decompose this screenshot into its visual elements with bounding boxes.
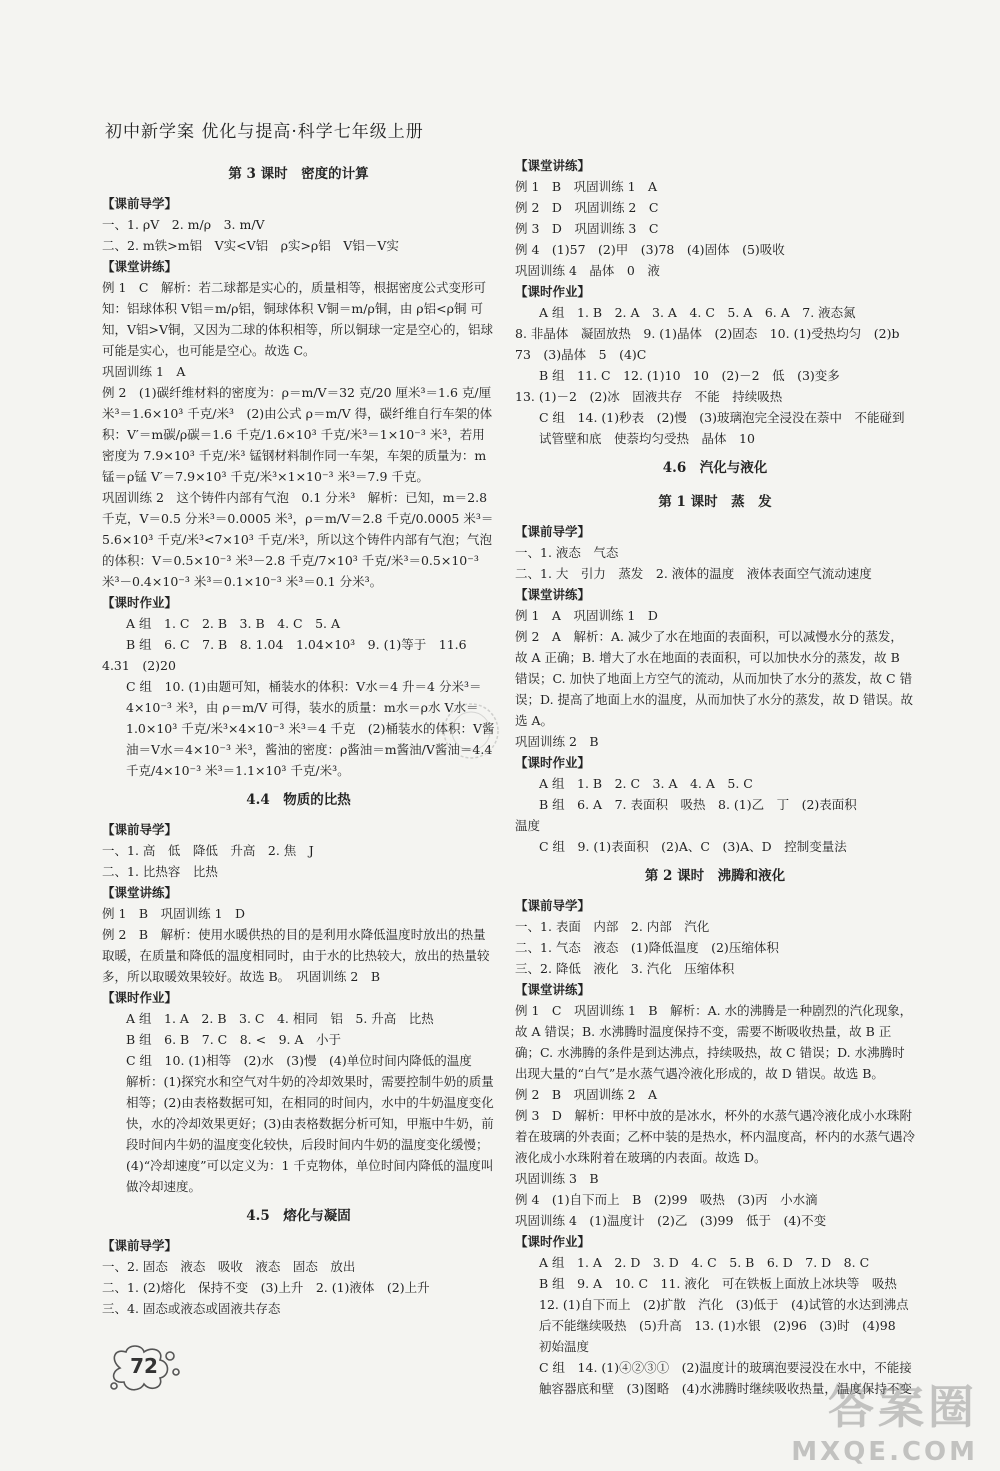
library-stamp bbox=[440, 700, 502, 762]
left-text-block-19: 例 1 B 巩固训练 1 D bbox=[102, 906, 246, 921]
watermark-text-bottom: MXQE.COM bbox=[791, 1437, 978, 1467]
left-text-block-2: 一、1. ρV 2. m/ρ 3. m/V bbox=[102, 217, 265, 232]
right-text-block-7: A 组 1. B 2. A 3. A 4. C 5. A 6. A 7. 液态氮 bbox=[539, 305, 856, 320]
right-text-block-13: 第 1 课时 蒸 发 bbox=[658, 494, 772, 510]
right-text-block-12: 4.6 汽化与液化 bbox=[662, 460, 768, 476]
right-text-block-14: 【课前导学】 bbox=[515, 524, 591, 539]
right-text-block-38: 【课时作业】 bbox=[515, 1234, 591, 1249]
right-text-block-39: A 组 1. A 2. D 3. D 4. C 5. B 6. D 7. D 8. C bbox=[539, 1255, 870, 1270]
book-header: 初中新学案 优化与提高·科学七年级上册 bbox=[105, 122, 424, 142]
right-text-block-26: 第 2 课时 沸腾和液化 bbox=[644, 868, 786, 884]
right-text-block-9: B 组 11. C 12. (1)10 10 (2)－2 低 (3)变多 bbox=[539, 368, 840, 383]
left-text-block-3: 二、2. m铁>m铝 V实<V铝 ρ实>ρ铝 V铝－V实 bbox=[102, 238, 399, 253]
left-text-block-10: A 组 1. C 2. B 3. B 4. C 5. A bbox=[126, 616, 341, 631]
right-text-block-16: 二、1. 大 引力 蒸发 2. 液体的温度 液体表面空气流动速度 bbox=[515, 566, 872, 581]
left-text-block-12: 4.31 (2)20 bbox=[102, 658, 176, 673]
right-text-block-18: 例 1 A 巩固训练 1 D bbox=[515, 608, 658, 623]
right-text-block-3: 例 3 D 巩固训练 3 C bbox=[515, 221, 659, 236]
left-text-block-20: 例 2 B 解析：使用水暖供热的目的是利用水降低温度时放出的热量取暖，在质量和降低的温度相同时，由于水的比热较大，放出的热量较多，所以取暖效果较好。故选 B。 巩固训练 2 B bbox=[102, 927, 490, 984]
left-text-block-25: 4.5 熔化与凝固 bbox=[246, 1208, 351, 1224]
left-text-block-28: 二、1. (2)熔化 保持不变 (3)上升 2. (1)液体 (2)上升 bbox=[102, 1280, 430, 1295]
right-text-block-4: 例 4 (1)57 (2)甲 (3)78 (4)固体 (5)吸收 bbox=[515, 242, 785, 257]
right-text-block-40: B 组 9. A 10. C 11. 液化 可在铁板上面放上冰块等 吸热 12. (1)自下而上 (2)扩散 汽化 (3)低于 (4)试管的水达到沸点后不能继续吸热 (5)升高 13. (1)水银 (2)96 (3)时 (4)98 初始温度 bbox=[539, 1276, 910, 1354]
right-text-block-5: 巩固训练 4 晶体 0 液 bbox=[515, 263, 660, 278]
left-text-block-16: 一、1. 高 低 降低 升高 2. 焦 J bbox=[102, 843, 314, 858]
left-text-block-18: 【课堂讲练】 bbox=[102, 885, 178, 900]
left-text-block-29: 三、4. 固态或液态或固液共存态 bbox=[102, 1301, 281, 1316]
left-text-block-15: 【课前导学】 bbox=[102, 822, 178, 837]
right-text-block-24: 温度 bbox=[515, 818, 541, 833]
left-text-block-6: 巩固训练 1 A bbox=[102, 364, 186, 379]
right-text-block-32: 例 1 C 巩固训练 1 B 解析：A. 水的沸腾是一种剧烈的汽化现象，故 A 错误；B. 水沸腾时温度保持不变，需要不断吸收热量，故 B 正确；C. 水沸腾的条件是到达沸点，持续吸热，故 C 错误；D. 水沸腾时出现大量的“白气”是水蒸气遇冷液化形成的，故 D 错误。故选 B。 bbox=[515, 1003, 913, 1081]
right-text-block-6: 【课时作业】 bbox=[515, 284, 591, 299]
right-text-block-36: 例 4 (1)自下而上 B (2)99 吸热 (3)丙 小水滴 bbox=[515, 1192, 818, 1207]
left-text-block-24: C 组 10. (1)相等 (2)水 (3)慢 (4)单位时间内降低的温度 解析：(1)探究水和空气对牛奶的冷却效果时，需要控制牛奶的质量相等；(2)由表格数据可知，在相同的时间内，水中的牛奶温度变化快，水的冷却效果更好；(3)由表格数据分析可知，甲瓶中牛奶，前段时间内牛奶的温度变化较快，后段时间内牛奶的温度变化缓慢；(4)“冷却速度”可以定义为：1 千克物体，单位时间内降低的温度叫做冷却速度。 bbox=[126, 1053, 494, 1194]
right-text-block-34: 例 3 D 解析：甲杯中放的是冰水，杯外的水蒸气遇冷液化成小水珠附着在玻璃的外表面；乙杯中装的是热水，杯内温度高，杯内的水蒸气遇冷液化成小水珠附着在玻璃的内表面。故选 D。 bbox=[515, 1108, 916, 1165]
left-text-block-13: C 组 10. (1)由题可知，桶装水的体积：V水＝4 升＝4 分米³＝4×10⁻³ 米³，由 ρ＝m/V 可得，装水的质量：m水＝ρ水 V水＝1.0×10³ 千克/米³×4×10⁻³ 米³＝4 千克 (2)桶装水的体积：V酱油＝V水＝4×10⁻³ 米³，酱油的密度：ρ酱油＝m酱油/V酱油＝4.4 千克/4×10⁻³ 米³＝1.1×10³ 千克/米³。 bbox=[126, 679, 495, 778]
left-text-block-0: 第 3 课时 密度的计算 bbox=[228, 166, 369, 182]
left-text-block-9: 【课时作业】 bbox=[102, 595, 178, 610]
right-text-block-31: 【课堂讲练】 bbox=[515, 982, 591, 997]
right-text-block-2: 例 2 D 巩固训练 2 C bbox=[515, 200, 659, 215]
right-text-block-23: B 组 6. A 7. 表面积 吸热 8. (1)乙 丁 (2)表面积 bbox=[539, 797, 857, 812]
watermark-text-top: 答案圈 bbox=[828, 1380, 978, 1434]
right-text-block-25: C 组 9. (1)表面积 (2)A、C (3)A、D 控制变量法 bbox=[539, 839, 847, 854]
right-text-block-29: 二、1. 气态 液态 (1)降低温度 (2)压缩体积 bbox=[515, 940, 779, 955]
right-text-block-22: A 组 1. B 2. C 3. A 4. A 5. C bbox=[539, 776, 753, 791]
right-text-block-11: C 组 14. (1)秒表 (2)慢 (3)玻璃泡完全浸没在萘中 不能碰到试管壁和底 使萘均匀受热 晶体 10 bbox=[539, 410, 905, 446]
page-number: 72 bbox=[130, 1354, 158, 1378]
right-text-block-20: 巩固训练 2 B bbox=[515, 734, 599, 749]
left-text-block-1: 【课前导学】 bbox=[102, 196, 178, 211]
page-number-badge bbox=[106, 1342, 186, 1394]
left-text-block-4: 【课堂讲练】 bbox=[102, 259, 178, 274]
left-text-block-11: B 组 6. C 7. B 8. 1.04 1.04×10³ 9. (1)等于 11.6 bbox=[126, 637, 467, 652]
right-text-block-17: 【课堂讲练】 bbox=[515, 587, 591, 602]
right-text-block-30: 三、2. 降低 液化 3. 汽化 压缩体积 bbox=[515, 961, 735, 976]
left-text-block-22: A 组 1. A 2. B 3. C 4. 相同 铝 5. 升高 比热 bbox=[126, 1011, 434, 1026]
right-text-block-33: 例 2 B 巩固训练 2 A bbox=[515, 1087, 658, 1102]
left-text-block-17: 二、1. 比热容 比热 bbox=[102, 864, 218, 879]
right-text-block-10: 13. (1)－2 (2)冰 固液共存 不能 持续吸热 bbox=[515, 389, 783, 404]
left-text-block-7: 例 2 (1)碳纤维材料的密度为：ρ＝m/V＝32 克/20 厘米³＝1.6 克/厘米³＝1.6×10³ 千克/米³ (2)由公式 ρ＝m/V 得，碳纤维自行车架的体积：V′＝m碳/ρ碳＝1.6 千克/1.6×10³ 千克/米³＝1×10⁻³ 米³，若用密度为 7.9×10³ 千克/米³ 锰钢材料制作同一车架，车架的质量为：m锰＝ρ锰 V′＝7.9×10³ 千克/米³×1×10⁻³ 米³＝7.9 千克。 bbox=[102, 385, 493, 484]
left-text-block-27: 一、2. 固态 液态 吸收 液态 固态 放出 bbox=[102, 1259, 356, 1274]
left-column bbox=[102, 155, 495, 1319]
left-text-block-21: 【课时作业】 bbox=[102, 990, 178, 1005]
left-text-block-26: 【课前导学】 bbox=[102, 1238, 178, 1253]
watermark-logo bbox=[748, 1371, 978, 1467]
left-text-block-14: 4.4 物质的比热 bbox=[246, 792, 351, 808]
right-text-block-28: 一、1. 表面 内部 2. 内部 汽化 bbox=[515, 919, 710, 934]
right-text-block-41: C 组 14. (1)④②③① (2)温度计的玻璃泡要浸没在水中，不能接触容器底和壁 (3)图略 (4)水沸腾时继续吸收热量，温度保持不变 bbox=[539, 1360, 912, 1396]
right-text-block-8: 8. 非晶体 凝固放热 9. (1)晶体 (2)固态 10. (1)受热均匀 (2)b 73 (3)晶体 5 (4)C bbox=[515, 326, 912, 362]
right-text-block-37: 巩固训练 4 (1)温度计 (2)乙 (3)99 低于 (4)不变 bbox=[515, 1213, 827, 1228]
left-text-block-8: 巩固训练 2 这个铸件内部有气泡 0.1 分米³ 解析：已知，m＝2.8 千克，V＝0.5 分米³＝0.0005 米³，ρ＝m/V＝2.8 千克/0.0005 米³＝5.6×10³ 千克/米³<7×10³ 千克/米³，所以这个铸件内部有气泡；气泡的体积：V＝0.5×10⁻³ 米³－2.8 千克/7×10³ 千克/米³＝0.5×10⁻³ 米³－0.4×10⁻³ 米³＝0.1×10⁻³ 米³＝0.1 分米³。 bbox=[102, 490, 494, 589]
right-text-block-15: 一、1. 液态 气态 bbox=[515, 545, 619, 560]
right-column bbox=[515, 155, 915, 1399]
right-text-block-35: 巩固训练 3 B bbox=[515, 1171, 599, 1186]
left-text-block-23: B 组 6. B 7. C 8. < 9. A 小于 bbox=[126, 1032, 342, 1047]
right-text-block-0: 【课堂讲练】 bbox=[515, 158, 591, 173]
right-text-block-27: 【课前导学】 bbox=[515, 898, 591, 913]
right-text-block-19: 例 2 A 解析：A. 减少了水在地面的表面积，可以减慢水分的蒸发，故 A 正确；B. 增大了水在地面的表面积，可以加快水分的蒸发，故 B 错误；C. 加快了地面上方空气的流动，从而加快了水分的蒸发，故 C 错误；D. 提高了地面上水的温度，从而加快了水分的蒸发，故 D 错误。故选 A。 bbox=[515, 629, 913, 728]
left-text-block-5: 例 1 C 解析：若二球都是实心的，质量相等，根据密度公式变形可知：铝球体积 V铝＝m/ρ铝，铜球体积 V铜＝m/ρ铜，由 ρ铝<ρ铜 可知，V铝>V铜，又因为二球的体积相等，所以铜球一定是空心的，铝球可能是实心，也可能是空心。故选 C。 bbox=[102, 280, 494, 358]
right-text-block-1: 例 1 B 巩固训练 1 A bbox=[515, 179, 658, 194]
right-text-block-21: 【课时作业】 bbox=[515, 755, 591, 770]
